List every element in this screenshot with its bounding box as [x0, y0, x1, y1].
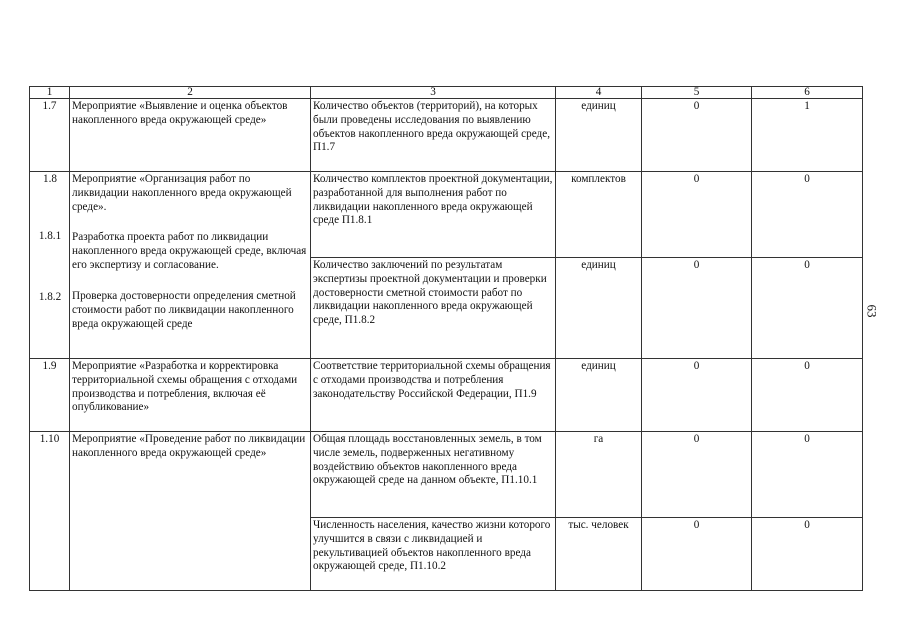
- indicator-cell: Численность населения, качество жизни которого улучшится в связи с ликвидацией и рекультивацией объектов накопленного вреда окружающей среде, П1.10.2: [311, 518, 556, 591]
- activity-cell: Мероприятие «Разработка и корректировка территориальной схемы обращения с отходами производства и потребления, включая её опубликование»: [70, 359, 311, 432]
- indicator-cell: Количество объектов (территорий), на которых были проведены исследования по выявлению объектов накопленного вреда окружающей среде, П1.7: [311, 99, 556, 172]
- table-row: [30, 432, 863, 518]
- row-number: 1.8: [43, 173, 57, 185]
- row-number-cell: [30, 172, 70, 359]
- value-col5: 0: [642, 432, 752, 518]
- sub-activity-text: Проверка достоверности определения сметной стоимости работ по ликвидации накопленного вреда окружающей среде: [72, 290, 296, 330]
- unit-cell: единиц: [556, 258, 642, 359]
- activity-cell: Мероприятие «Выявление и оценка объектов накопленного вреда окружающей среде»: [70, 99, 311, 172]
- table-row: [30, 172, 863, 258]
- value-col6: 0: [752, 359, 863, 432]
- value-col5: 0: [642, 518, 752, 591]
- row-number: 1.10: [30, 432, 70, 591]
- header-col-6: 6: [752, 87, 863, 99]
- unit-cell: единиц: [556, 99, 642, 172]
- unit-cell: единиц: [556, 359, 642, 432]
- value-col5: 0: [642, 99, 752, 172]
- header-row: [30, 87, 863, 99]
- header-col-1: 1: [30, 87, 70, 99]
- indicators-table: [29, 86, 863, 591]
- unit-cell: тыс. человек: [556, 518, 642, 591]
- value-col6: 1: [752, 99, 863, 172]
- indicator-cell: Количество комплектов проектной документации, разработанной для выполнения работ по ликвидации накопленного вреда окружающей среде П1.8.1: [311, 172, 556, 258]
- value-col6: 0: [752, 432, 863, 518]
- unit-cell: га: [556, 432, 642, 518]
- indicator-cell: Соответствие территориальной схемы обращения с отходами производства и потребления законодательству Российской Федерации, П1.9: [311, 359, 556, 432]
- table-row: [30, 359, 863, 432]
- row-number: 1.9: [30, 359, 70, 432]
- indicator-cell: Общая площадь восстановленных земель, в том числе земель, подверженных негативному воздействию объектов накопленного вреда окружающей среде на данном объекте, П1.10.1: [311, 432, 556, 518]
- sub-row-number: 1.8.1: [38, 230, 62, 242]
- value-col6: 0: [752, 172, 863, 258]
- value-col5: 0: [642, 172, 752, 258]
- sub-activity-text: Разработка проекта работ по ликвидации накопленного вреда окружающей среде, включая его экспертизу и согласование.: [72, 231, 307, 271]
- activity-cell: [70, 172, 311, 359]
- activity-cell: Мероприятие «Проведение работ по ликвидации накопленного вреда окружающей среде»: [70, 432, 311, 591]
- value-col6: 0: [752, 258, 863, 359]
- table-row: [30, 99, 863, 172]
- sub-row-number: 1.8.2: [38, 291, 62, 303]
- header-col-3: 3: [311, 87, 556, 99]
- header-col-2: 2: [70, 87, 311, 99]
- value-col5: 0: [642, 258, 752, 359]
- header-col-5: 5: [642, 87, 752, 99]
- value-col6: 0: [752, 518, 863, 591]
- header-col-4: 4: [556, 87, 642, 99]
- activity-text: Мероприятие «Организация работ по ликвидации накопленного вреда окружающей среде».: [72, 173, 292, 213]
- row-number: 1.7: [30, 99, 70, 172]
- unit-cell: комплектов: [556, 172, 642, 258]
- indicator-cell: Количество заключений по результатам экспертизы проектной документации и проверки достоверности сметной стоимости работ по ликвидации накопленного вреда окружающей среде, П1.8.2: [311, 258, 556, 359]
- page-number: 63: [864, 304, 880, 318]
- value-col5: 0: [642, 359, 752, 432]
